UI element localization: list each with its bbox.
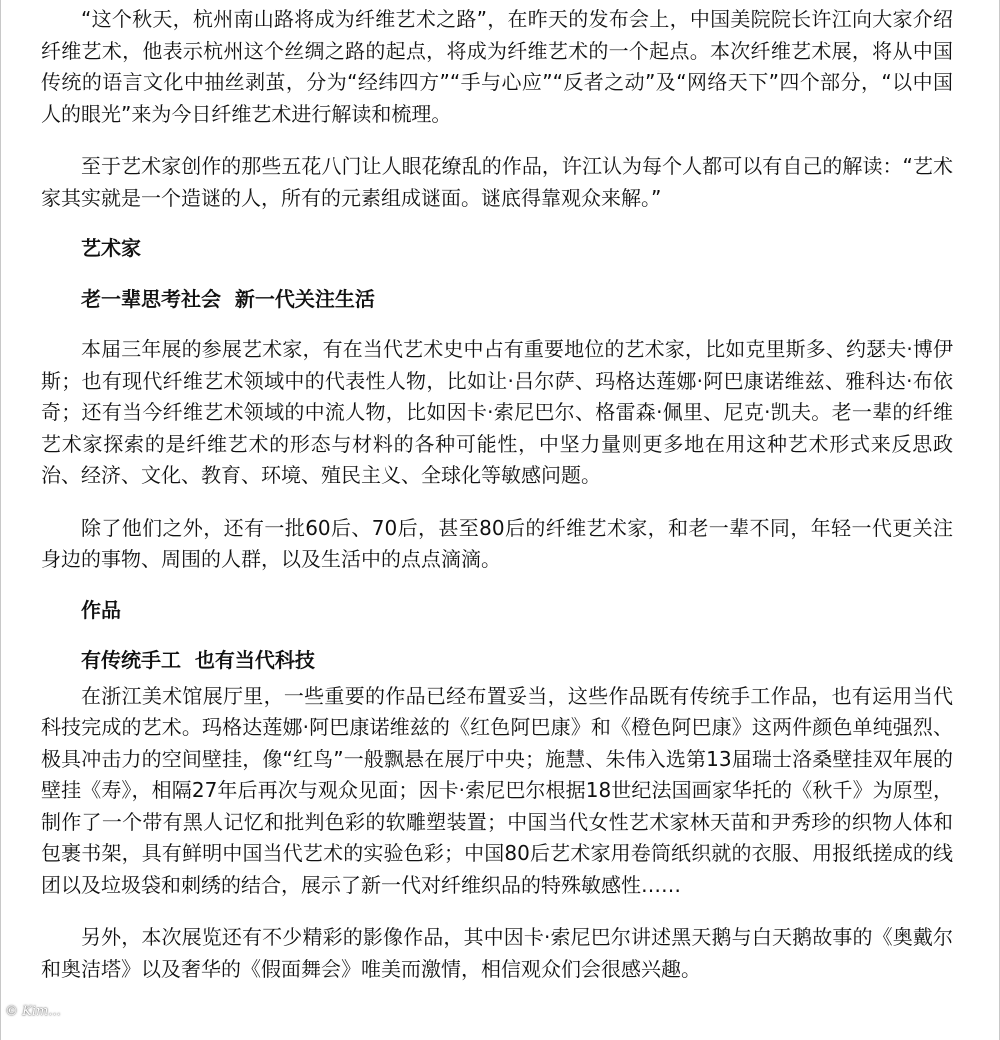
paragraph-young-artists: 除了他们之外，还有一批60后、70后，甚至80后的纤维艺术家，和老一辈不同，年轻一代更关注身边的事物、周围的人群，以及生活中的点点滴滴。 bbox=[41, 515, 953, 571]
paragraph-xujiang-quote: 至于艺术家创作的那些五花八门让人眼花缭乱的作品，许江认为每个人都可以有自己的解读：“艺术家其实就是一个造谜的人，所有的元素组成谜面。谜底得靠观众来解。” bbox=[41, 154, 953, 210]
section-heading-works: 作品 bbox=[81, 597, 121, 622]
paragraph-artists: 本届三年展的参展艺术家，有在当代艺术史中占有重要地位的艺术家，比如克里斯多、约瑟夫·博伊斯；也有现代纤维艺术领域中的代表性人物，比如让·吕尔萨、玛格达莲娜·阿巴康诺维兹、雅科达·布依奇；还有当今纤维艺术领域的中流人物，比如因卡·索尼巴尔、格雷森·佩里、尼克·凯夫。老一辈的纤维艺术家探索的是纤维艺术的形态与材料的各种可能性，中坚力量则更多地在用这种艺术形式来反思政治、经济、文化、教育、环境、殖民主义、全球化等敏感问题。 bbox=[41, 337, 953, 487]
paragraph-intro: “这个秋天，杭州南山路将成为纤维艺术之路”，在昨天的发布会上，中国美院院长许江向大家介绍纤维艺术，他表示杭州这个丝绸之路的起点，将成为纤维艺术的一个起点。本次纤维艺术展，将从中国传统的语言文化中抽丝剥茧，分为“经纬四方”“手与心应”“反者之动”及“网络天下”四个部分，“以中国人的眼光”来为今日纤维艺术进行解读和梳理。 bbox=[41, 7, 953, 126]
paragraph-video-works: 另外，本次展览还有不少精彩的影像作品，其中因卡·索尼巴尔讲述黑天鹅与白天鹅故事的《奥戴尔和奥洁塔》以及奢华的《假面舞会》唯美而激情，相信观众们会很感兴趣。 bbox=[41, 925, 953, 981]
watermark: © Kim... bbox=[5, 1004, 61, 1019]
paragraph-works: 在浙江美术馆展厅里，一些重要的作品已经布置妥当，这些作品既有传统手工作品，也有运用当代科技完成的艺术。玛格达莲娜·阿巴康诺维兹的《红色阿巴康》和《橙色阿巴康》这两件颜色单纯强烈、极具冲击力的空间壁挂，像“红鸟”一般飘悬在展厅中央；施慧、朱伟入选第13届瑞士洛桑壁挂双年展的壁挂《寿》，相隔27年后再次与观众见面；因卡·索尼巴尔根据18世纪法国画家华托的《秋千》为原型，制作了一个带有黑人记忆和批判色彩的软雕塑装置；中国当代女性艺术家林天苗和尹秀珍的织物人体和包裹书架，具有鲜明中国当代艺术的实验色彩；中国80后艺术家用卷筒纸织就的衣服、用报纸搓成的线团以及垃圾袋和刺绣的结合，展示了新一代对纤维织品的特殊敏感性…… bbox=[41, 683, 953, 897]
subheading-works: 有传统手工 也有当代科技 bbox=[81, 648, 315, 672]
section-heading-artists: 艺术家 bbox=[81, 236, 141, 260]
article-body bbox=[41, 4, 953, 985]
subheading-artists: 老一辈思考社会 新一代关注生活 bbox=[81, 286, 375, 311]
